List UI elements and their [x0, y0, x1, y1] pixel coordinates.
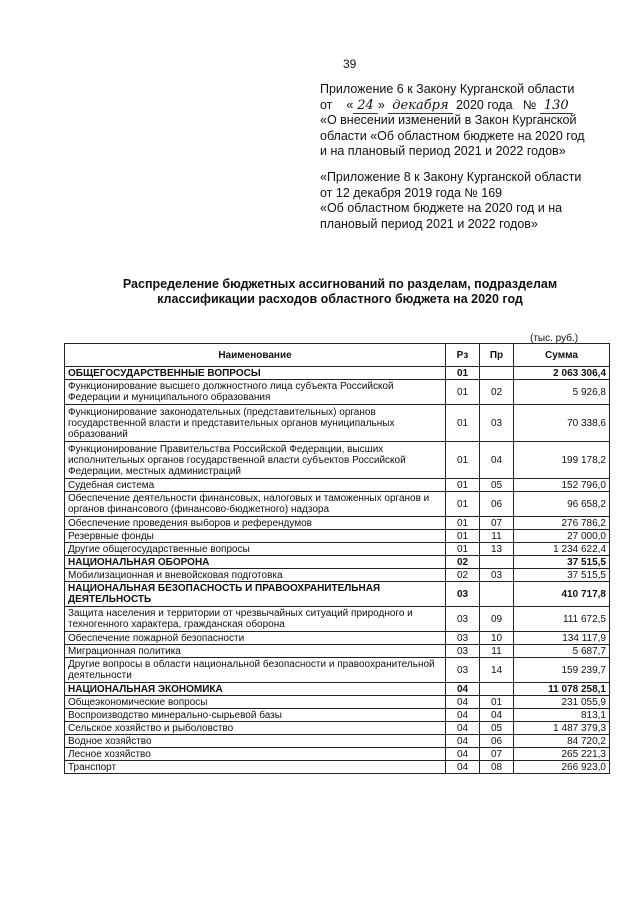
- annex-line-4: области «Об областном бюджете на 2020 год: [320, 128, 585, 143]
- row-rz: 03: [446, 582, 480, 607]
- row-sum: 27 000,0: [514, 530, 610, 543]
- row-rz: 03: [446, 645, 480, 658]
- table-row: [65, 543, 610, 556]
- row-sum: 1 487 379,3: [514, 722, 610, 735]
- row-name: Мобилизационная и вневойсковая подготовка: [65, 569, 446, 582]
- page-number: 39: [343, 57, 357, 71]
- row-rz: 01: [446, 517, 480, 530]
- row-pr: 07: [480, 517, 514, 530]
- unit-note: (тыс. руб.): [530, 333, 579, 344]
- row-sum: 11 078 258,1: [514, 683, 610, 696]
- row-pr: [480, 582, 514, 607]
- row-name: Функционирование Правительства Российской Федерации, высших исполнительных органов государственной власти субъектов Российской Федерации, местных администраций: [65, 442, 446, 479]
- row-name: Миграционная политика: [65, 645, 446, 658]
- row-name: Функционирование законодательных (представительных) органов государственной власти и представительных органов муниципальных образований: [65, 405, 446, 442]
- row-pr: [480, 683, 514, 696]
- row-name: Другие вопросы в области национальной безопасности и правоохранительной деятельности: [65, 658, 446, 683]
- table-row: [65, 683, 610, 696]
- table-row: [65, 569, 610, 582]
- row-pr: 11: [480, 645, 514, 658]
- annex-quote-close: »: [377, 97, 385, 112]
- row-rz: 04: [446, 722, 480, 735]
- row-sum: 199 178,2: [514, 442, 610, 479]
- row-name: Обеспечение пожарной безопасности: [65, 632, 446, 645]
- row-rz: 04: [446, 761, 480, 774]
- annex-no-sign: №: [522, 97, 537, 112]
- row-name: Защита населения и территории от чрезвычайных ситуаций природного и техногенного характера, гражданская оборона: [65, 607, 446, 632]
- row-sum: 231 055,9: [514, 696, 610, 709]
- row-rz: 01: [446, 367, 480, 380]
- table-row: [65, 722, 610, 735]
- table-row: [65, 696, 610, 709]
- row-sum: 410 717,8: [514, 582, 610, 607]
- annex-quote-open: «: [346, 97, 354, 112]
- row-rz: 01: [446, 543, 480, 556]
- row-pr: 10: [480, 632, 514, 645]
- row-pr: 07: [480, 748, 514, 761]
- row-sum: 276 786,2: [514, 517, 610, 530]
- row-name: Функционирование высшего должностного лица субъекта Российской Федерации и муниципального образования: [65, 380, 446, 405]
- row-pr: 09: [480, 607, 514, 632]
- table-row: [65, 530, 610, 543]
- table-row: [65, 761, 610, 774]
- table-row: [65, 479, 610, 492]
- row-rz: 01: [446, 530, 480, 543]
- annex-year: 2020 года: [456, 97, 513, 112]
- row-sum: 96 658,2: [514, 492, 610, 517]
- row-rz: 01: [446, 405, 480, 442]
- table-row: [65, 492, 610, 517]
- row-name: Сельское хозяйство и рыболовство: [65, 722, 446, 735]
- row-sum: 111 672,5: [514, 607, 610, 632]
- row-name: Лесное хозяйство: [65, 748, 446, 761]
- row-pr: 03: [480, 405, 514, 442]
- row-pr: 05: [480, 479, 514, 492]
- row-rz: 01: [446, 479, 480, 492]
- row-sum: 5 687,7: [514, 645, 610, 658]
- row-sum: 1 234 622,4: [514, 543, 610, 556]
- row-pr: [480, 556, 514, 569]
- handwritten-number: 130: [540, 98, 573, 114]
- row-sum: 84 720,2: [514, 735, 610, 748]
- budget-table: [64, 343, 610, 774]
- row-name: Водное хозяйство: [65, 735, 446, 748]
- table-row: [65, 658, 610, 683]
- row-name: НАЦИОНАЛЬНАЯ ОБОРОНА: [65, 556, 446, 569]
- header-name: Наименование: [65, 344, 446, 367]
- heading-line-1: Распределение бюджетных ассигнований по разделам, подразделам: [122, 277, 558, 291]
- row-name: Другие общегосударственные вопросы: [65, 543, 446, 556]
- table-row: [65, 582, 610, 607]
- row-name: Обеспечение деятельности финансовых, налоговых и таможенных органов и органов финансового (финансово-бюджетного) надзора: [65, 492, 446, 517]
- row-rz: 01: [446, 442, 480, 479]
- row-name: Резервные фонды: [65, 530, 446, 543]
- table-row: [65, 632, 610, 645]
- row-pr: 05: [480, 722, 514, 735]
- row-name: ОБЩЕГОСУДАРСТВЕННЫЕ ВОПРОСЫ: [65, 367, 446, 380]
- table-row: [65, 748, 610, 761]
- row-sum: 159 239,7: [514, 658, 610, 683]
- row-sum: 37 515,5: [514, 569, 610, 582]
- row-name: Транспорт: [65, 761, 446, 774]
- row-pr: 11: [480, 530, 514, 543]
- header-rz: Рз: [446, 344, 480, 367]
- row-sum: 134 117,9: [514, 632, 610, 645]
- row-rz: 04: [446, 735, 480, 748]
- row-name: НАЦИОНАЛЬНАЯ БЕЗОПАСНОСТЬ И ПРАВООХРАНИТЕЛЬНАЯ ДЕЯТЕЛЬНОСТЬ: [65, 582, 446, 607]
- row-pr: 13: [480, 543, 514, 556]
- row-sum: 152 796,0: [514, 479, 610, 492]
- row-rz: 03: [446, 632, 480, 645]
- prev-annex-line-4: плановый период 2021 и 2022 годов»: [320, 216, 538, 231]
- row-name: Обеспечение проведения выборов и референдумов: [65, 517, 446, 530]
- row-sum: 266 923,0: [514, 761, 610, 774]
- row-pr: 02: [480, 380, 514, 405]
- prev-annex-line-1: «Приложение 8 к Закону Курганской области: [320, 170, 582, 184]
- row-sum: 813,1: [514, 709, 610, 722]
- table-row: [65, 442, 610, 479]
- row-name: Судебная система: [65, 479, 446, 492]
- row-pr: 08: [480, 761, 514, 774]
- table-body: [65, 367, 610, 774]
- row-name: Воспроизводство минерально-сырьевой базы: [65, 709, 446, 722]
- table-row: [65, 517, 610, 530]
- annex-block: [320, 82, 640, 160]
- row-rz: 03: [446, 658, 480, 683]
- annex-from: от: [320, 97, 333, 112]
- annex-line-5: и на плановый период 2021 и 2022 годов»: [320, 144, 566, 158]
- table-row: [65, 367, 610, 380]
- row-rz: 02: [446, 556, 480, 569]
- row-pr: 06: [480, 735, 514, 748]
- table-row: [65, 556, 610, 569]
- row-pr: [480, 367, 514, 380]
- row-pr: 03: [480, 569, 514, 582]
- row-pr: 01: [480, 696, 514, 709]
- row-rz: 04: [446, 748, 480, 761]
- row-sum: 2 063 306,4: [514, 367, 610, 380]
- row-sum: 37 515,5: [514, 556, 610, 569]
- table-row: [65, 709, 610, 722]
- header-sum: Сумма: [514, 344, 610, 367]
- row-sum: 5 926,8: [514, 380, 610, 405]
- row-name: Общеэкономические вопросы: [65, 696, 446, 709]
- prev-annex-line-3: «Об областном бюджете на 2020 год и на: [320, 201, 563, 215]
- table-row: [65, 645, 610, 658]
- previous-annex-block: [320, 170, 640, 232]
- handwritten-day: 24: [353, 98, 378, 114]
- row-pr: 06: [480, 492, 514, 517]
- row-name: НАЦИОНАЛЬНАЯ ЭКОНОМИКА: [65, 683, 446, 696]
- row-sum: 265 221,3: [514, 748, 610, 761]
- row-sum: 70 338,6: [514, 405, 610, 442]
- row-rz: 04: [446, 696, 480, 709]
- row-rz: 01: [446, 380, 480, 405]
- row-pr: 04: [480, 442, 514, 479]
- row-rz: 02: [446, 569, 480, 582]
- row-rz: 04: [446, 709, 480, 722]
- row-rz: 03: [446, 607, 480, 632]
- row-pr: 04: [480, 709, 514, 722]
- table-header-row: [65, 344, 610, 367]
- prev-annex-line-2: от 12 декабря 2019 года № 169: [320, 185, 503, 200]
- header-pr: Пр: [480, 344, 514, 367]
- annex-line-3: «О внесении изменений в Закон Курганской: [320, 113, 577, 127]
- annex-date-line: [320, 98, 640, 114]
- heading-line-2: классификации расходов областного бюджета на 2020 год: [157, 292, 523, 306]
- table-row: [65, 380, 610, 405]
- table-row: [65, 607, 610, 632]
- row-rz: 04: [446, 683, 480, 696]
- row-rz: 01: [446, 492, 480, 517]
- handwritten-month: декабря: [388, 98, 452, 114]
- table-row: [65, 735, 610, 748]
- document-heading: [80, 277, 600, 307]
- annex-line-1: Приложение 6 к Закону Курганской области: [320, 82, 575, 96]
- row-pr: 14: [480, 658, 514, 683]
- table-row: [65, 405, 610, 442]
